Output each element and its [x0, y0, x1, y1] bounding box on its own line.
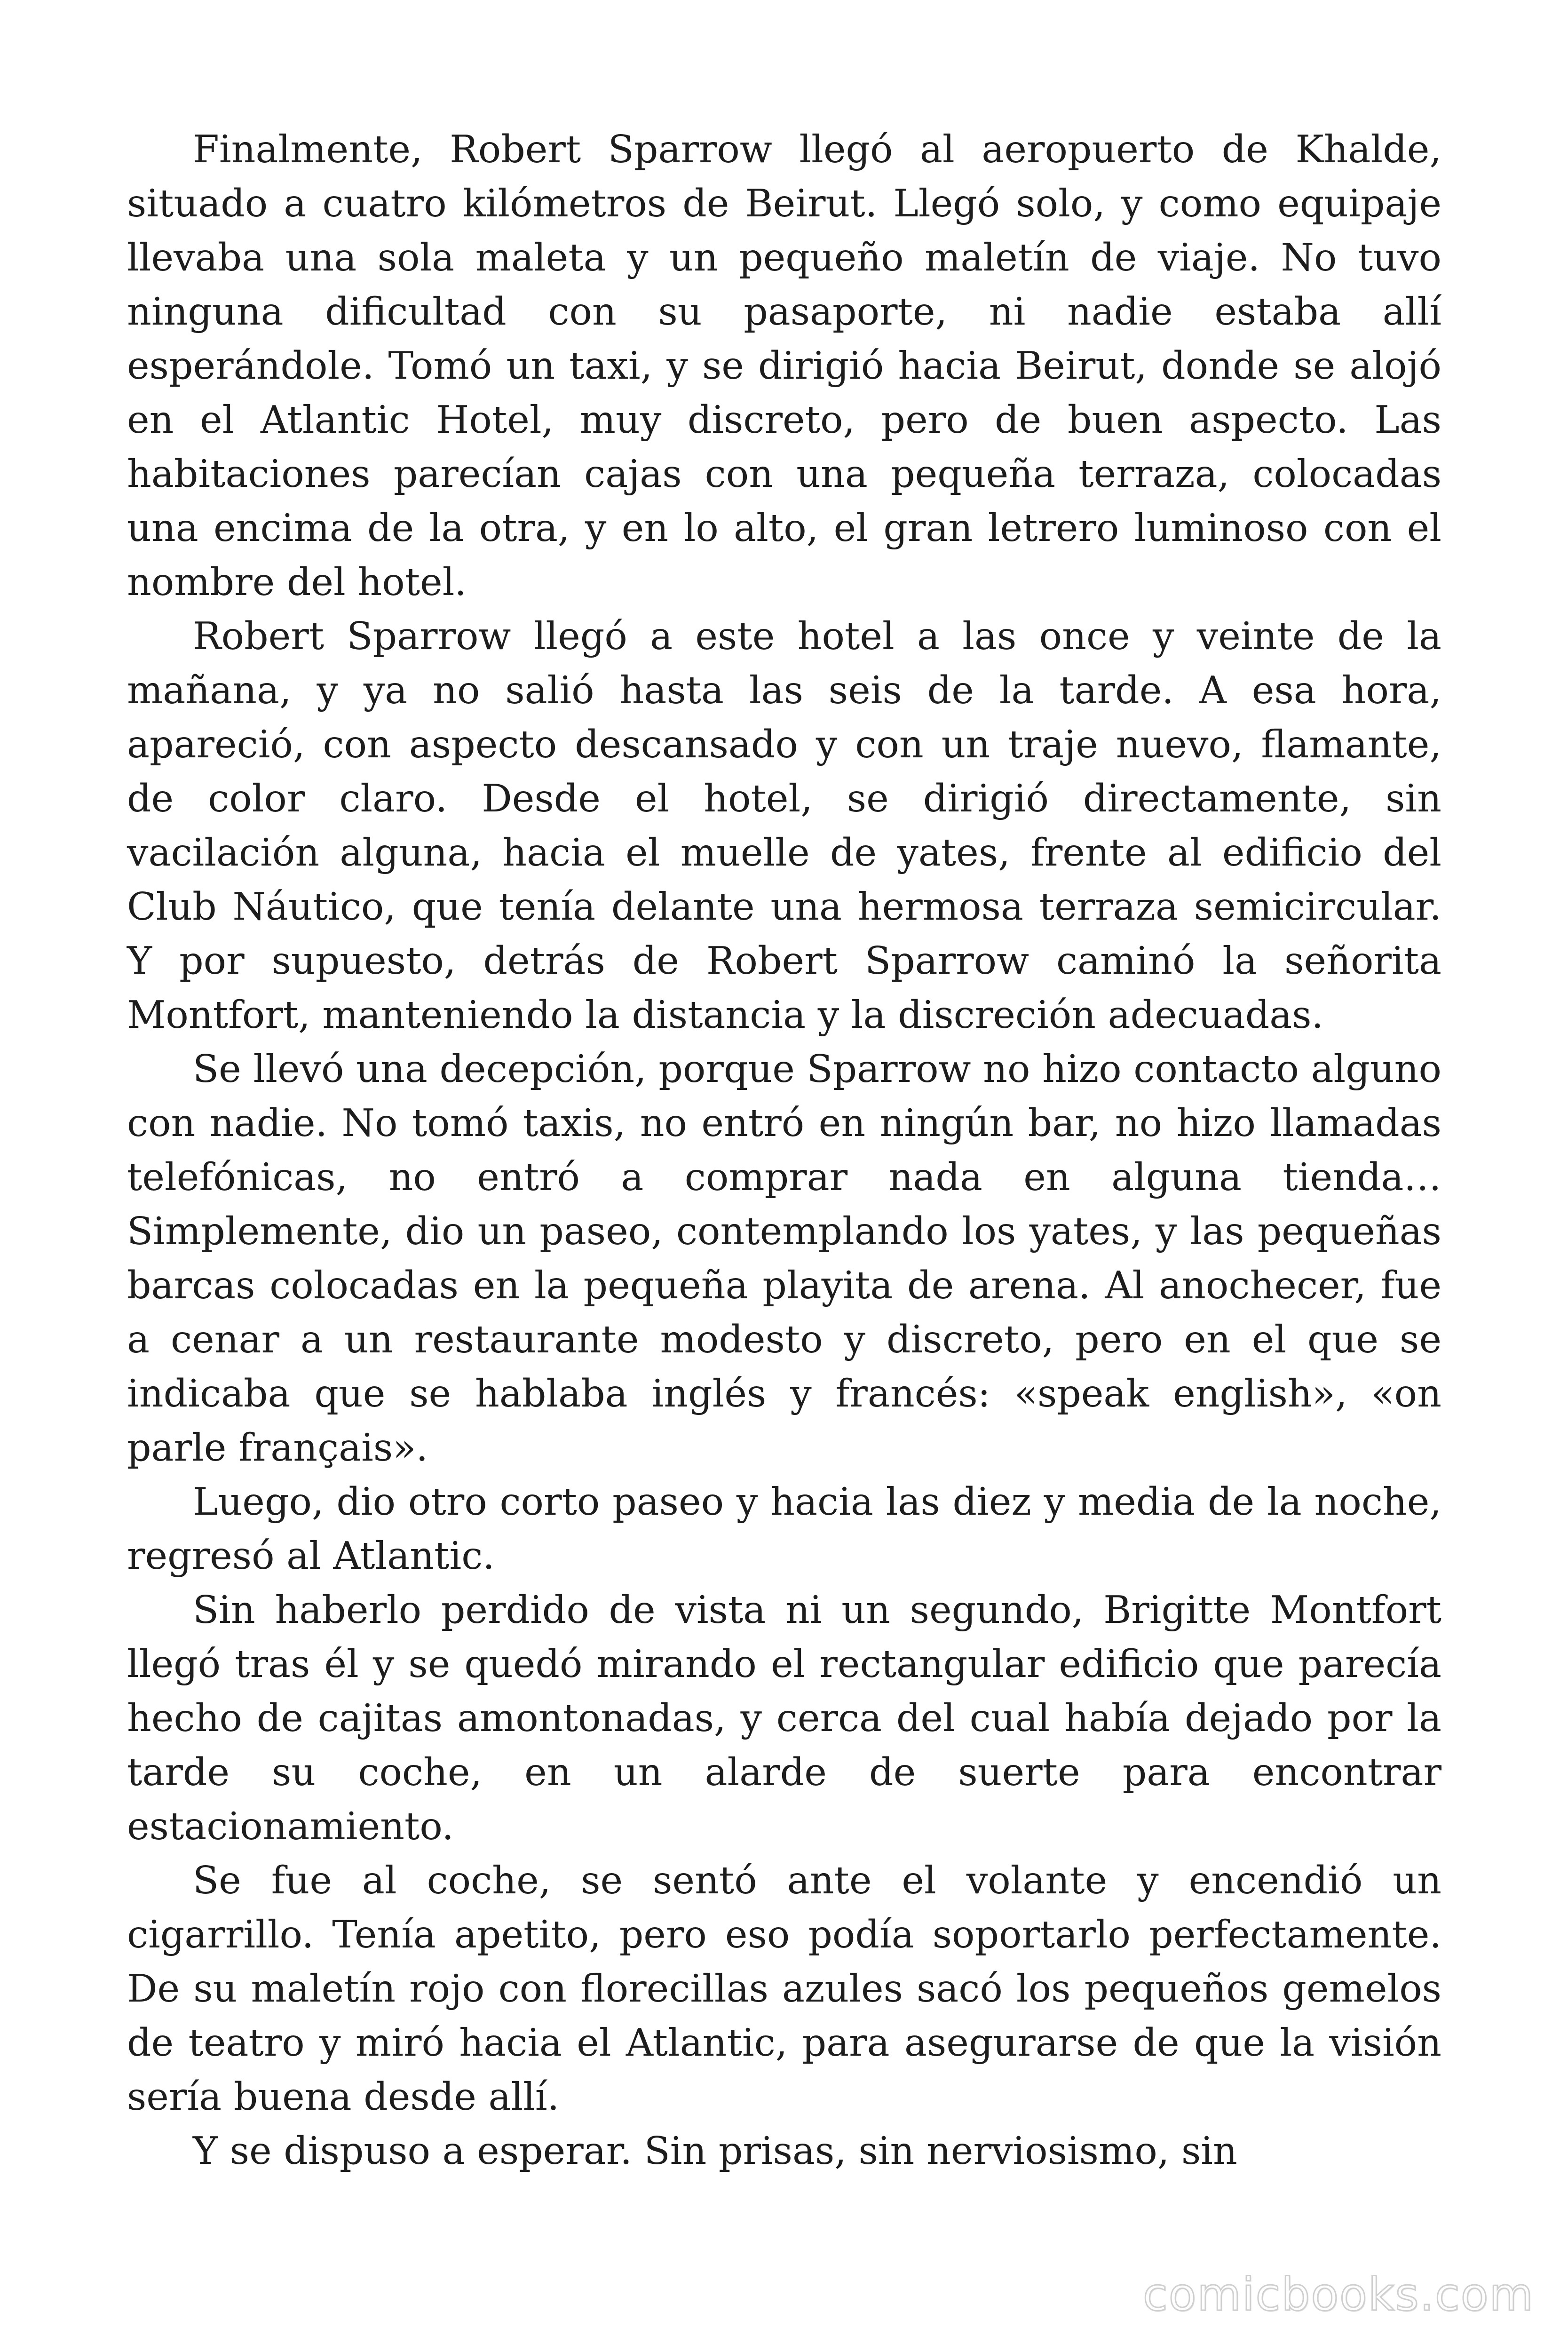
book-page-text	[127, 122, 1441, 2178]
paragraph: Finalmente, Robert Sparrow llegó al aeropuerto de Khalde, situado a cuatro kilómetros de Beirut. Llegó solo, y como equipaje llevaba una sola maleta y un pequeño maletín de viaje. No tuvo ninguna dificultad con su pasaporte, ni nadie estaba allí esperándole. Tomó un taxi, y se dirigió hacia Beirut, donde se alojó en el Atlantic Hotel, muy discreto, pero de buen aspecto. Las habitaciones parecían cajas con una pequeña terraza, colocadas una encima de la otra, y en lo alto, el gran letrero luminoso con el nombre del hotel.	[127, 127, 1441, 604]
paragraph: Robert Sparrow llegó a este hotel a las once y veinte de la mañana, y ya no salió hasta las seis de la tarde. A esa hora, apareció, con aspecto descansado y con un traje nuevo, flamante, de color claro. Desde el hotel, se dirigió directamente, sin vacilación alguna, hacia el muelle de yates, frente al edificio del Club Náutico, que tenía delante una hermosa terraza semicircular. Y por supuesto, detrás de Robert Sparrow caminó la señorita Montfort, manteniendo la distancia y la discreción adecuadas.	[127, 614, 1441, 1037]
paragraph: Y se dispuso a esperar. Sin prisas, sin nerviosismo, sin	[193, 2129, 1237, 2173]
watermark-logo: comicbooks.com	[1142, 2268, 1534, 2321]
paragraph: Luego, dio otro corto paseo y hacia las diez y media de la noche, regresó al Atlantic.	[127, 1479, 1441, 1578]
paragraph: Se llevó una decepción, porque Sparrow no hizo contacto alguno con nadie. No tomó taxis, no entró en ningún bar, no hizo llamadas telefónicas, no entró a comprar nada en alguna tienda… Simplemente, dio un paseo, contemplando los yates, y las pequeñas barcas colocadas en la pequeña playita de arena. Al anochecer, fue a cenar a un restaurante modesto y discreto, pero en el que se indicaba que se hablaba inglés y francés: «speak english», «on parle français».	[127, 1047, 1441, 1470]
paragraph: Se fue al coche, se sentó ante el volante y encendió un cigarrillo. Tenía apetito, pero eso podía soportarlo perfectamente. De su maletín rojo con florecillas azules sacó los pequeños gemelos de teatro y miró hacia el Atlantic, para asegurarse de que la visión sería buena desde allí.	[127, 1858, 1441, 2119]
paragraph: Sin haberlo perdido de vista ni un segundo, Brigitte Montfort llegó tras él y se quedó mirando el rectangular edificio que parecía hecho de cajitas amontonadas, y cerca del cual había dejado por la tarde su coche, en un alarde de suerte para encontrar estacionamiento.	[127, 1588, 1441, 1848]
